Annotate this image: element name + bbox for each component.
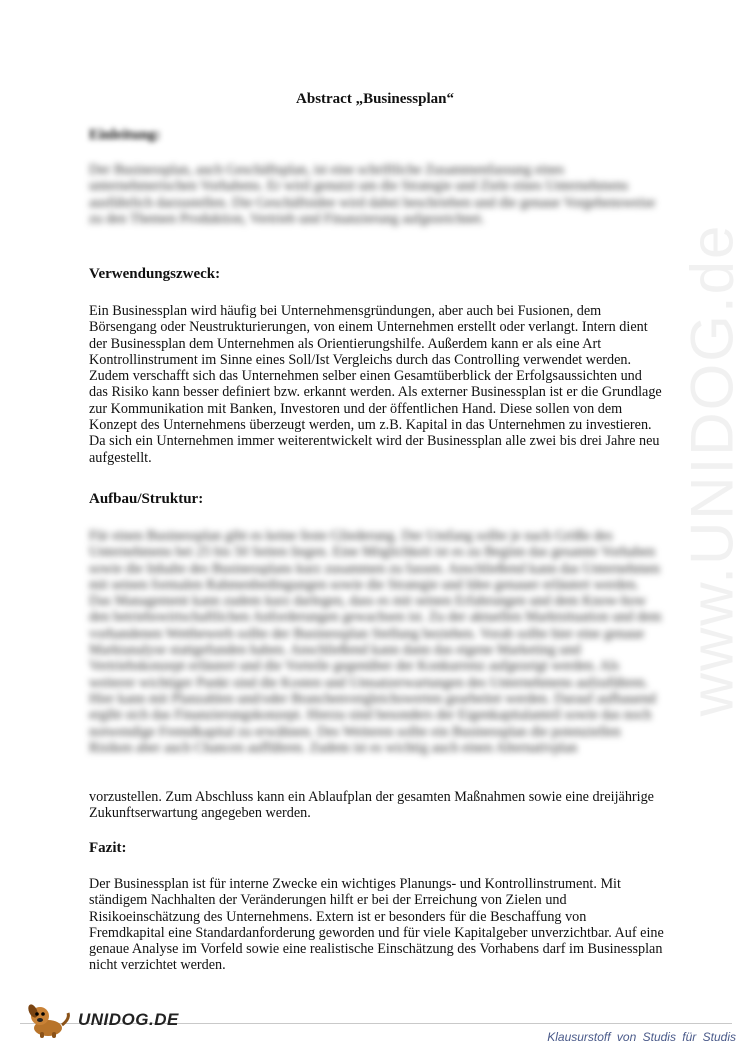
heading-einleitung: Einleitung: — [89, 127, 161, 143]
heading-aufbau-struktur: Aufbau/Struktur: — [89, 491, 204, 507]
paragraph-einleitung: Der Businessplan, auch Geschäftsplan, ist eine schriftliche Zusammenfassung eines unternehmerischen Vorhabens. Er wird genutzt um die Strategie und Ziele eines Unternehmens ausführlich darzustellen. Die Geschäftsidee wird dabei beschrieben und die genaue Vorgehensweise zu den Themen Produktion, Vertrieb und Finanzierung aufgezeichnet. — [89, 162, 656, 227]
dog-icon — [22, 1000, 76, 1040]
heading-fazit: Fazit: — [89, 840, 127, 856]
logo-text: UNIDOG.DE — [78, 1010, 179, 1029]
paragraph-verwendungszweck: Ein Businessplan wird häufig bei Unternehmensgründungen, aber auch bei Fusionen, dem Börsengang oder Neustrukturierungen, von einem Unternehmen erstellt oder verlangt. Intern dient der Businessplan dem Unternehmen als Orientierungshilfe. Außerdem kann er als eine Art Kontrollinstrument im Sinne eines Soll/Ist Vergleichs durch das Controlling verwendet werden. Zudem verschafft sich das Unternehmen selber einen Gesamtüberblick der Erfolgsaussichten und das Risiko kann besser definiert bzw. erkannt werden. Als externer Businessplan ist er die Grundlage zur Kommunikation mit Banken, Investoren und der öffentlichen Hand. Diese sollen von dem Konzept des Unternehmens überzeugt werden, um z.B. Kapital in das Unternehmen zu investieren. Da sich ein Unternehmen immer weiterentwickelt wird der Businessplan alle zwei bis drei Jahre neu aufgestellt. — [89, 303, 662, 466]
paragraph-fazit: Der Businessplan ist für interne Zwecke ein wichtiges Planungs- und Kontrollinstrument. Mit ständigem Nachhalten der Veränderungen hilft er bei der Erreichung von Zielen und Risikoeinschätzung des Unternehmens. Extern ist er besonders für die Beschaffung von Fremdkapital eine Standardanforderung geworden und für viele Kapitalgeber unverzichtbar. Auf eine genaue Analyse im Vorfeld sowie eine realistische Einschätzung des Vorhabens darf im Businessplan nicht verzichtet werden. — [89, 876, 664, 974]
footer-tagline: Klausurstoff von Studis für Studis — [547, 1030, 736, 1044]
paragraph-aufbau-struktur: vorzustellen. Zum Abschluss kann ein Ablaufplan der gesamten Maßnahmen sowie eine dreijährige Zukunftserwartung angegeben werden. — [89, 789, 654, 822]
paragraph-aufbau-struktur-blurred: Für einen Businessplan gibt es keine feste Gliederung. Der Umfang sollte je nach Größe des Unternehmens bei 25 bis 50 Seiten liegen. Eine Möglichkeit ist es zu Beginn das gesamte Vorhaben sowie die Inhalte des Businessplans kurz zusammen zu fassen. Anschließend kann das Unternehmen mit seinen formalen Rahmenbedingungen sowie die Strategie und Idee genauer erläutert werden. Das Management kann zudem kurz darlegen, dass es mit seinen Erfahrungen und dem Know-how den betriebswirtschaftlichen Anforderungen gewachsen ist. Zu der aktuellen Marktsituation und dem vorhandenen Wettbewerb sollte der Businessplan Stellung beziehen. Vorab sollte hier eine genaue Marktanalyse stattgefunden haben. Anschließend kann dann das eigene Marketing und Vertriebskonzept erläutert und die Vorteile gegenüber der Konkurrenz aufgezeigt werden. Als weiterer wichtiger Punkt sind die Kosten und Umsatzerwartungen des Unternehmens aufzuführen. Hier kann mit Planzahlen und/oder Branchenvergleichswerten gearbeitet werden. Darauf aufbauend ergibt sich das Finanzierungskonzept. Hierzu sind besonders der Eigenkapitalanteil sowie das noch notwendige Fremdkapital zu erwähnen. Des Weiteren sollte ein Businessplan die potenziellen Risiken aber auch Chancen aufführen. Zudem ist es wichtig auch einen Alternativplan — [89, 528, 662, 756]
heading-verwendungszweck: Verwendungszweck: — [89, 266, 221, 282]
watermark: www.UNIDOG.de — [678, 223, 746, 717]
unidog-logo[interactable] — [22, 1000, 179, 1040]
document-title: Abstract „Businessplan“ — [296, 91, 454, 107]
